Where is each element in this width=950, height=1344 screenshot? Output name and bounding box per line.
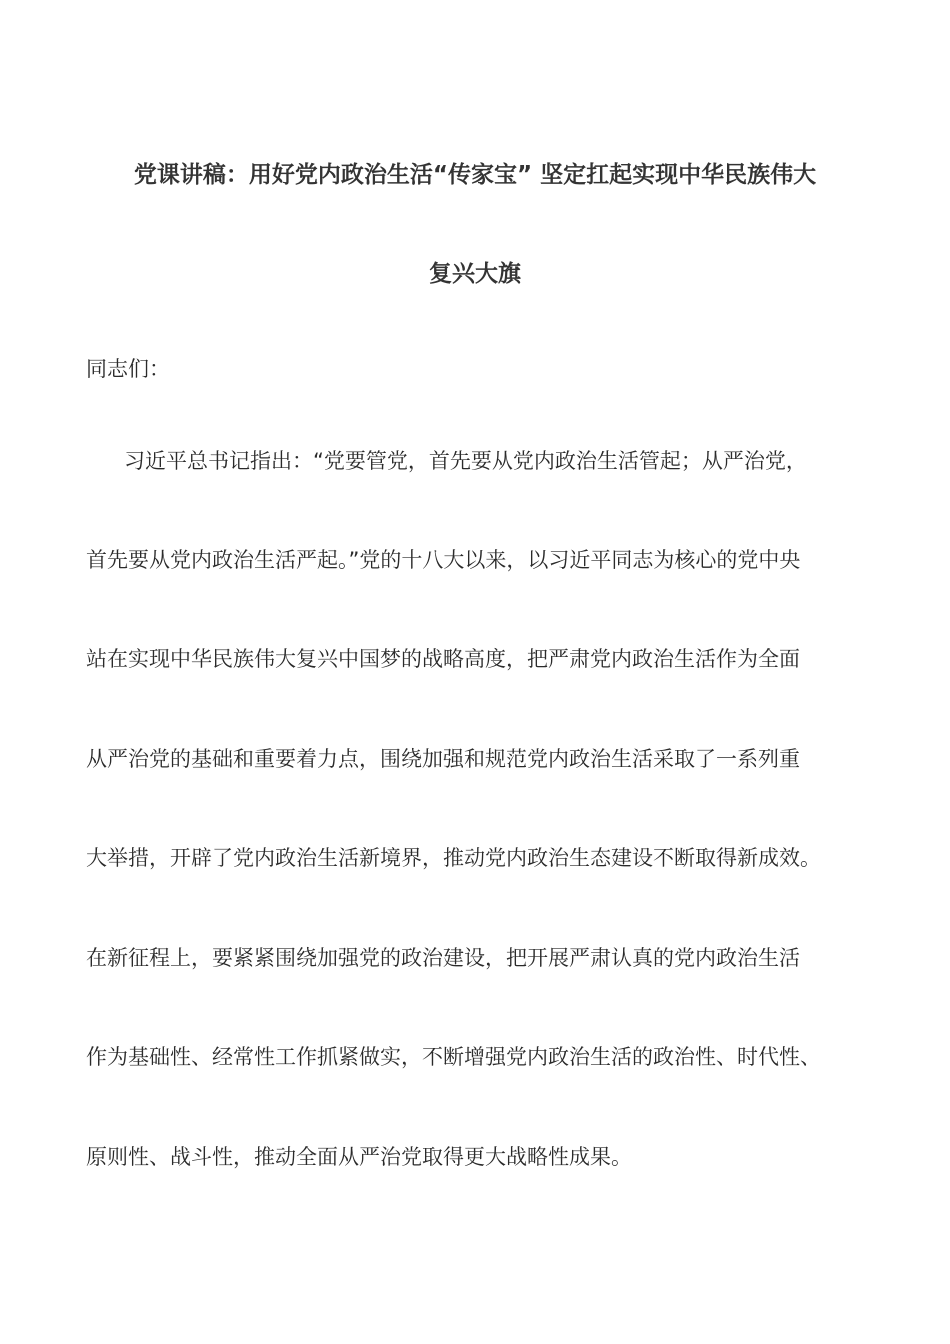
paragraph-line: 在新征程上，要紧紧围绕加强党的政治建设，把开展严肃认真的党内政治生活 [86,946,800,970]
paragraph-line: 从严治党的基础和重要着力点，围绕加强和规范党内政治生活采取了一系列重 [86,747,800,771]
paragraph-line: 习近平总书记指出：“党要管党，首先要从党内政治生活管起；从严治党， [124,449,807,473]
document-title-line-2: 复兴大旗 [429,261,521,287]
salutation: 同志们： [86,357,170,381]
paragraph-line: 大举措，开辟了党内政治生活新境界，推动党内政治生态建设不断取得新成效。 [86,846,821,870]
paragraph-line: 首先要从党内政治生活严起。”党的十八大以来，以习近平同志为核心的党中央 [86,548,801,572]
paragraph-line: 站在实现中华民族伟大复兴中国梦的战略高度，把严肃党内政治生活作为全面 [86,647,800,671]
document-title-line-1: 党课讲稿：用好党内政治生活“传家宝” 坚定扛起实现中华民族伟大 [133,162,817,188]
paragraph-line: 作为基础性、经常性工作抓紧做实，不断增强党内政治生活的政治性、时代性、 [86,1045,821,1069]
paragraph-line: 原则性、战斗性，推动全面从严治党取得更大战略性成果。 [86,1145,632,1169]
